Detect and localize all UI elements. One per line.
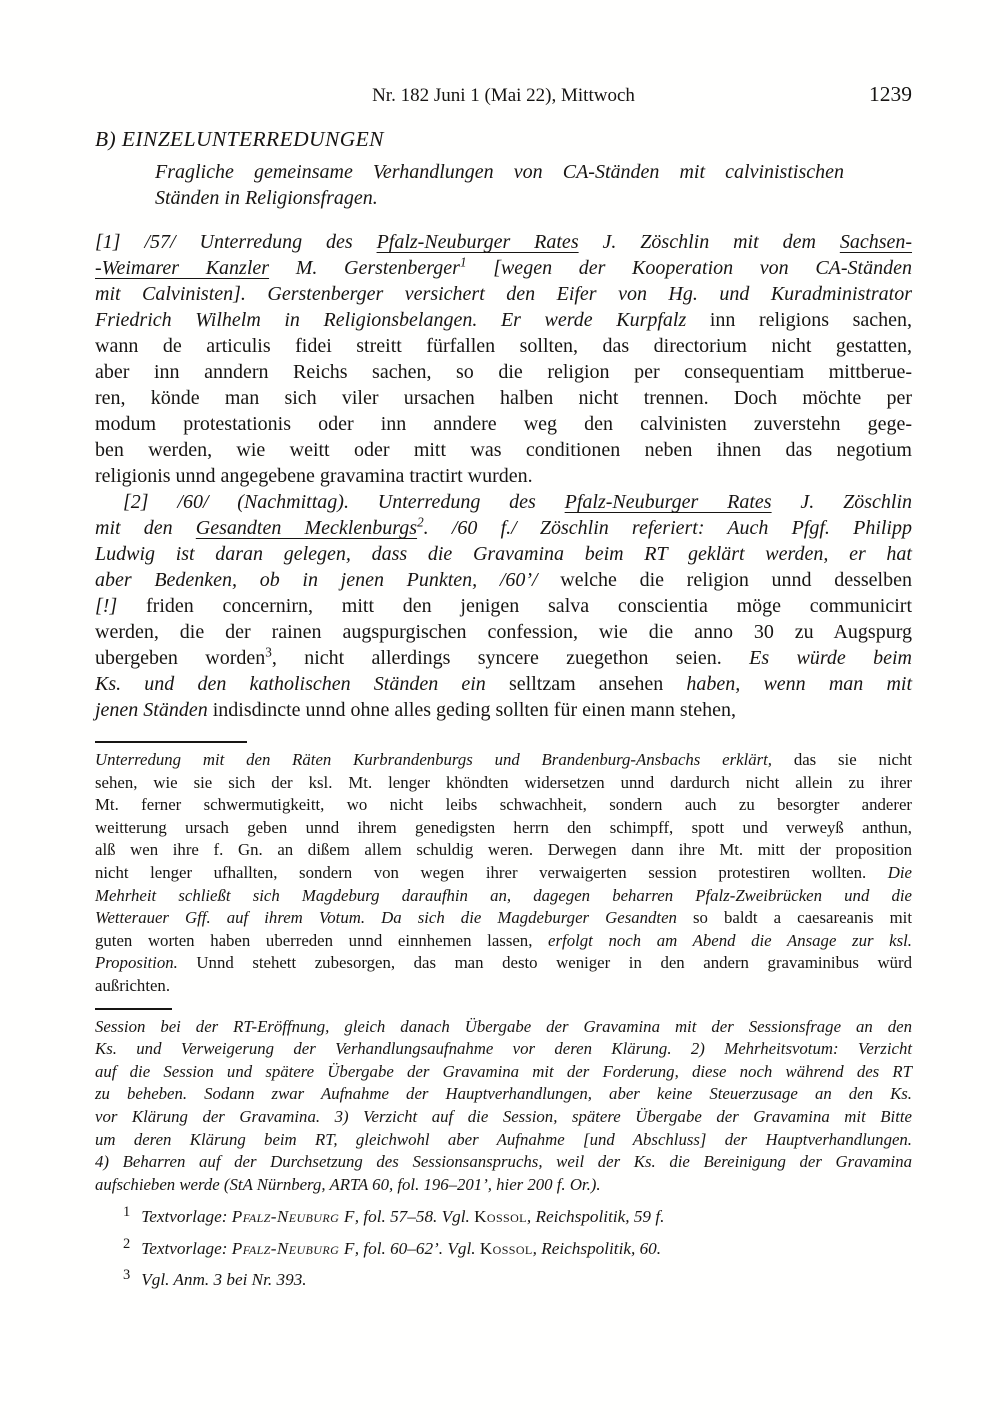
text-line	[95, 907, 912, 930]
text-segment: guten worten haben uberreden unnd einnhemen lassen,	[95, 930, 549, 950]
text-segment: , fol. 57–58. Vgl.	[354, 1207, 475, 1227]
text-segment: aufschieben werde (StA Nürnberg, ARTA 60, fol. 196–201’, hier 200 f. Or.).	[95, 1174, 601, 1194]
text-line	[95, 515, 912, 541]
text-line	[95, 1151, 912, 1174]
text-segment: -Weimarer Kanzler	[95, 257, 270, 279]
text-segment: Gesandten Mecklenburgs	[195, 517, 418, 539]
text-segment: Unnd stehett zubesorgen, das man desto weniger in den andern gravaminibus würd	[177, 953, 912, 973]
text-segment: welche die religion unnd desselben	[537, 569, 912, 591]
text-segment: jenen Ständen	[95, 699, 208, 721]
text-segment: mit Calvinisten]. Gerstenberger versichert den Eifer von Hg. und Kuradministrator	[95, 283, 912, 305]
text-segment: Vgl. Anm. 3 bei Nr. 393.	[141, 1270, 307, 1290]
text-segment: , Reichspolitik, 60.	[532, 1238, 662, 1258]
text-line	[95, 817, 912, 840]
text-segment: Mehrheit schließt sich Magdeburg daraufhin an, dagegen beharren Pfalz-Zweibrücken und die	[95, 885, 912, 905]
text-line	[95, 333, 912, 359]
text-segment: das sie nicht	[772, 750, 912, 769]
text-segment: aber Bedenken, ob in jenen Punkten, /60’/	[95, 569, 538, 591]
text-segment: Ks. und Verweigerung der Verhandlungsaufnahme vor deren Klärung. 2) Mehrheitsvotum: Verzicht	[95, 1039, 912, 1059]
text-segment: werden, die der rainen augspurgischen confession, wie die anno 30 zu Augspurg	[95, 621, 912, 643]
section-subtitle	[155, 159, 844, 211]
text-line	[95, 593, 912, 619]
text-segment: mit den	[95, 517, 196, 539]
text-line	[95, 359, 912, 385]
text-line	[95, 885, 912, 908]
footnote-item	[95, 1199, 912, 1231]
text-segment: 4) Beharren auf der Durchsetzung des Sessionsanspruchs, weil der Ks. die Bereinigung der Gravamina	[95, 1152, 912, 1172]
text-segment: außrichten.	[95, 975, 171, 995]
text-segment: alß wen ihre f. Gn. an dißem allem schuldig weren. Derwegen dann ihre Mt. mitt der proposition	[95, 840, 912, 860]
text-segment: Mt. ferner schwermutigkeitt, wo nicht leibs schwachheit, sondern auch zu besorgter anderer	[95, 795, 912, 815]
text-line	[95, 1106, 912, 1129]
text-line	[95, 489, 912, 515]
footnote-marker: 2	[123, 1235, 131, 1252]
text-segment: , nicht allerdings syncere zuegethon seien.	[271, 647, 750, 669]
footnote-item	[95, 1262, 912, 1294]
text-segment: Die	[887, 862, 912, 882]
text-segment: Pfalz-Neuburger Rates	[564, 491, 772, 513]
footnote-separator	[95, 741, 247, 743]
text-line	[95, 952, 912, 975]
text-segment: um deren Klärung beim RT, gleichwohl aber Aufnahme [und Abschluss] der Hauptverhandlungen.	[95, 1129, 912, 1149]
footnote-ref: 3	[265, 644, 272, 660]
text-line	[95, 697, 912, 723]
text-line	[95, 463, 912, 489]
text-segment: Pfalz-Neuburg F	[231, 1238, 355, 1258]
text-segment: haben, wenn man mit	[686, 673, 912, 695]
text-segment: Sachsen-	[839, 231, 913, 253]
text-segment: indisdincte unnd ohne alles geding sollten für einen mann stehen,	[207, 699, 736, 721]
text-segment: nicht lenger ufhallten, sondern von wegen ihrer verwaigerten session protestiren wollten.	[95, 862, 888, 882]
text-line	[95, 975, 912, 998]
text-line	[95, 281, 912, 307]
text-segment: ben werden, wie weitt oder mitt was conditionen neben ihnen das negotium	[95, 439, 912, 461]
numbered-footnotes	[95, 1199, 912, 1294]
text-line	[95, 567, 912, 593]
text-segment: Proposition.	[95, 953, 178, 973]
text-line	[95, 1174, 912, 1197]
text-line	[95, 1129, 912, 1152]
section-heading: B) EINZELUNTERREDUNGEN	[95, 127, 384, 151]
text-segment: Wetterauer Gff. auf ihrem Votum. Da sich die Magdeburger Gesandten	[95, 908, 677, 928]
text-segment: Unterredung mit den Räten Kurbrandenburgs und Brandenburg-Ansbachs erklärt,	[95, 750, 773, 769]
text-segment: Textvorlage:	[141, 1238, 232, 1258]
running-header	[95, 84, 912, 110]
page-number: 1239	[869, 82, 912, 106]
text-segment: Fragliche gemeinsame Verhandlungen von CA-Ständen mit calvinistischen	[155, 161, 844, 183]
footnote-separator-2	[95, 1008, 172, 1010]
text-segment: [wegen der Kooperation von CA-Ständen	[466, 257, 912, 279]
text-segment: vor Klärung der Gravamina. 3) Verzicht auf die Session, spätere Übergabe der Gravamina mit Bitte	[95, 1106, 912, 1126]
text-segment: Pfalz-Neuburg F	[231, 1207, 355, 1227]
text-segment: Ks. und den katholischen Ständen ein	[95, 673, 486, 695]
footnote-ref: 2	[417, 514, 424, 530]
text-line	[95, 619, 912, 645]
footnote-item	[95, 1231, 912, 1263]
text-line	[95, 1016, 912, 1039]
body-text	[95, 229, 912, 723]
footnote-marker: 3	[123, 1267, 131, 1284]
paragraph-1	[95, 229, 912, 489]
text-segment: zu beheben. Sodann zwar Aufnahme der Hauptverhandlungen, aber keine Steuerzusage an den Ks.	[95, 1084, 912, 1104]
text-line	[95, 411, 912, 437]
text-segment: J. Zöschlin	[771, 491, 912, 513]
text-segment: so baldt a caesareanis mit	[676, 908, 913, 928]
text-line	[95, 862, 912, 885]
text-line	[95, 229, 912, 255]
text-segment: [2] /60/ (Nachmittag). Unterredung des	[123, 491, 565, 513]
text-segment: M. Gerstenberger	[269, 257, 460, 279]
text-line	[95, 1061, 912, 1084]
text-line	[95, 1038, 912, 1061]
text-line	[95, 671, 912, 697]
text-line	[95, 1083, 912, 1106]
text-segment: sehen, wie sie sich der ksl. Mt. lenger khöndten widersetzen unnd dardurch nicht allein zu ihrer	[95, 772, 912, 792]
text-segment: wann de articulis fidei streitt fürfallen sollten, das directorium nicht gestatten,	[95, 335, 912, 357]
text-segment: Textvorlage:	[141, 1207, 232, 1227]
text-segment: aber inn anndern Reichs sachen, so die religion per consequentiam mittberue-	[95, 361, 912, 383]
text-line	[95, 772, 912, 795]
text-line	[95, 930, 912, 953]
text-line	[95, 437, 912, 463]
text-segment: Kossol	[474, 1207, 527, 1227]
footnote-marker: 1	[123, 1204, 131, 1221]
text-line	[95, 645, 912, 671]
text-segment: Ständen in Religionsfragen.	[155, 187, 378, 209]
header-date: Nr. 182 Juni 1 (Mai 22), Mittwoch	[372, 85, 635, 106]
footnote-continuation-2	[95, 1016, 912, 1197]
text-line	[95, 255, 912, 281]
footnote-ref: 1	[459, 254, 467, 270]
text-segment: religionis unnd angegebene gravamina tractirt wurden.	[95, 465, 533, 487]
text-segment: , Reichspolitik, 59 f.	[526, 1207, 665, 1227]
text-segment: erfolgt noch am Abend die Ansage zur ksl.	[548, 930, 912, 950]
text-line	[95, 307, 912, 333]
text-segment: [1] /57/ Unterredung des	[95, 231, 377, 253]
paragraph-2	[95, 489, 912, 723]
text-line	[95, 794, 912, 817]
text-segment: Pfalz-Neuburger Rates	[376, 231, 579, 253]
text-segment: weitterung ursach geben unnd ihrem genedigsten herrn den schimpff, spott und verweyß anthun,	[95, 817, 912, 837]
text-segment: . /60 f./ Zöschlin referiert: Auch Pfgf. Philipp	[423, 517, 912, 539]
text-line	[95, 839, 912, 862]
text-segment: Ludwig ist daran gelegen, dass die Gravamina beim RT geklärt werden, er hat	[95, 543, 912, 565]
text-segment: Kossol	[479, 1238, 533, 1258]
text-segment: J. Zöschlin mit dem	[578, 231, 840, 253]
text-segment: auf die Session und spätere Übergabe der Gravamina mit der Forderung, diese noch während des RT	[95, 1061, 912, 1081]
text-segment: , fol. 60–62’. Vgl.	[354, 1238, 480, 1258]
text-segment: selltzam ansehen	[485, 673, 687, 695]
text-segment: modum protestationis oder inn anndere weg den calvinisten zuverstehn gege-	[95, 413, 912, 435]
text-line	[95, 541, 912, 567]
text-segment: ren, könde man sich viler ursachen halben nicht trennen. Doch möchte per	[95, 387, 912, 409]
text-segment: [!]	[95, 595, 118, 617]
text-segment: Es würde beim	[749, 647, 912, 669]
text-segment: inn religions sachen,	[686, 309, 912, 331]
text-segment: Session bei der RT-Eröffnung, gleich danach Übergabe der Gravamina mit der Sessionsfrage an den	[95, 1016, 912, 1036]
text-line	[155, 185, 844, 211]
text-segment: ubergeben worden	[95, 647, 266, 669]
text-segment: friden concernirn, mitt den jenigen salva conscientia möge communicirt	[117, 595, 912, 617]
text-line	[155, 159, 844, 185]
text-line	[95, 385, 912, 411]
text-segment: Friedrich Wilhelm in Religionsbelangen. Er werde Kurpfalz	[95, 309, 687, 331]
text-line	[95, 749, 912, 772]
footnote-continuation-1	[95, 749, 912, 998]
